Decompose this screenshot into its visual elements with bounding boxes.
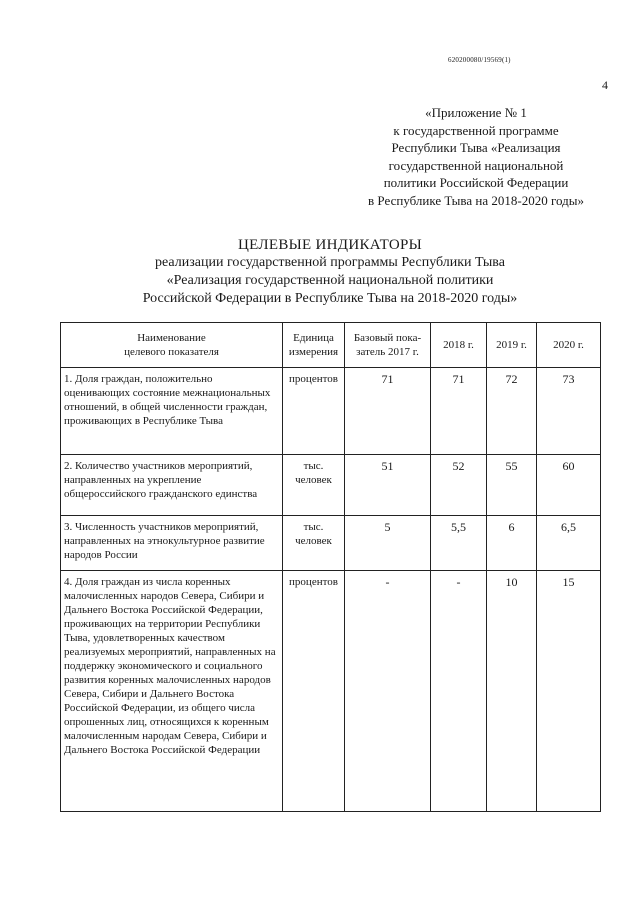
indicator-name: 3. Численность участников мероприятий, направленных на этнокультурное развитие народов России	[61, 516, 283, 571]
indicator-2018: 5,5	[431, 516, 487, 571]
indicators-table	[60, 322, 601, 812]
annex-line: к государственной программе	[393, 122, 559, 138]
annex-reference	[340, 104, 612, 210]
header-base-line: затель 2017 г.	[356, 346, 419, 358]
header-2019: 2019 г.	[487, 323, 537, 368]
indicator-name: 2. Количество участников мероприятий, направленных на укрепление общероссийского гражданского единства	[61, 455, 283, 516]
title-line: «Реализация государственной национальной политики	[166, 273, 494, 288]
title-line: реализации государственной программы Республики Тыва	[155, 255, 505, 270]
title-heading: ЦЕЛЕВЫЕ ИНДИКАТОРЫ	[237, 237, 422, 253]
header-unit-line: Единица	[293, 332, 334, 344]
indicator-base: 51	[345, 455, 431, 516]
header-name-line: целевого показателя	[124, 346, 219, 358]
table-row	[61, 455, 601, 516]
indicator-2018: 52	[431, 455, 487, 516]
indicator-2020: 6,5	[537, 516, 601, 571]
table-row	[61, 368, 601, 455]
document-id: 620200080/19569(1)	[448, 56, 511, 64]
indicator-unit: тыс. человек	[283, 455, 345, 516]
indicator-2018: 71	[431, 368, 487, 455]
indicator-2018: -	[431, 571, 487, 812]
header-base	[345, 323, 431, 368]
indicator-2020: 73	[537, 368, 601, 455]
title-line: Российской Федерации в Республике Тыва на 2018-2020 годы»	[142, 291, 518, 306]
annex-line: в Республике Тыва на 2018-2020 годы»	[368, 192, 584, 208]
header-name-line: Наименование	[137, 332, 206, 344]
indicator-2020: 15	[537, 571, 601, 812]
indicator-unit: тыс. человек	[283, 516, 345, 571]
header-2018: 2018 г.	[431, 323, 487, 368]
header-base-line: Базовый пока-	[353, 332, 422, 344]
indicator-name: 1. Доля граждан, положительно оценивающих состояние межнациональных отношений, в общей численности граждан, проживающих в Республике Тыва	[61, 368, 283, 455]
indicator-unit: процентов	[283, 571, 345, 812]
table-header-row	[61, 323, 601, 368]
table-row	[61, 571, 601, 812]
indicator-2019: 6	[487, 516, 537, 571]
document-title	[60, 236, 600, 308]
indicator-base: -	[345, 571, 431, 812]
indicator-2019: 72	[487, 368, 537, 455]
header-name	[61, 323, 283, 368]
annex-line: государственной национальной	[388, 157, 564, 173]
annex-line: политики Российской Федерации	[383, 175, 569, 191]
page-number: 4	[602, 78, 608, 92]
header-unit	[283, 323, 345, 368]
indicator-2019: 10	[487, 571, 537, 812]
indicator-base: 71	[345, 368, 431, 455]
indicator-2020: 60	[537, 455, 601, 516]
indicator-name: 4. Доля граждан из числа коренных малочисленных народов Севера, Сибири и Дальнего Востока Российской Федерации, проживающих на территории Республики Тыва, удовлетворенных качеством реализуемых мероприятий, направленных на поддержку экономического и социального развития коренных малочисленных народов Севера, Сибири и Дальнего Востока Российской Федерации, из общего числа опрошенных лиц, относящихся к коренным малочисленным народам Севера, Сибири и Дальнего Востока Российской Федерации	[61, 571, 283, 812]
annex-line: «Приложение № 1	[425, 105, 527, 120]
indicator-2019: 55	[487, 455, 537, 516]
indicator-base: 5	[345, 516, 431, 571]
indicator-unit: процентов	[283, 368, 345, 455]
header-2020: 2020 г.	[537, 323, 601, 368]
annex-line: Республики Тыва «Реализация	[391, 140, 561, 156]
header-unit-line: измерения	[288, 346, 339, 358]
table-row	[61, 516, 601, 571]
